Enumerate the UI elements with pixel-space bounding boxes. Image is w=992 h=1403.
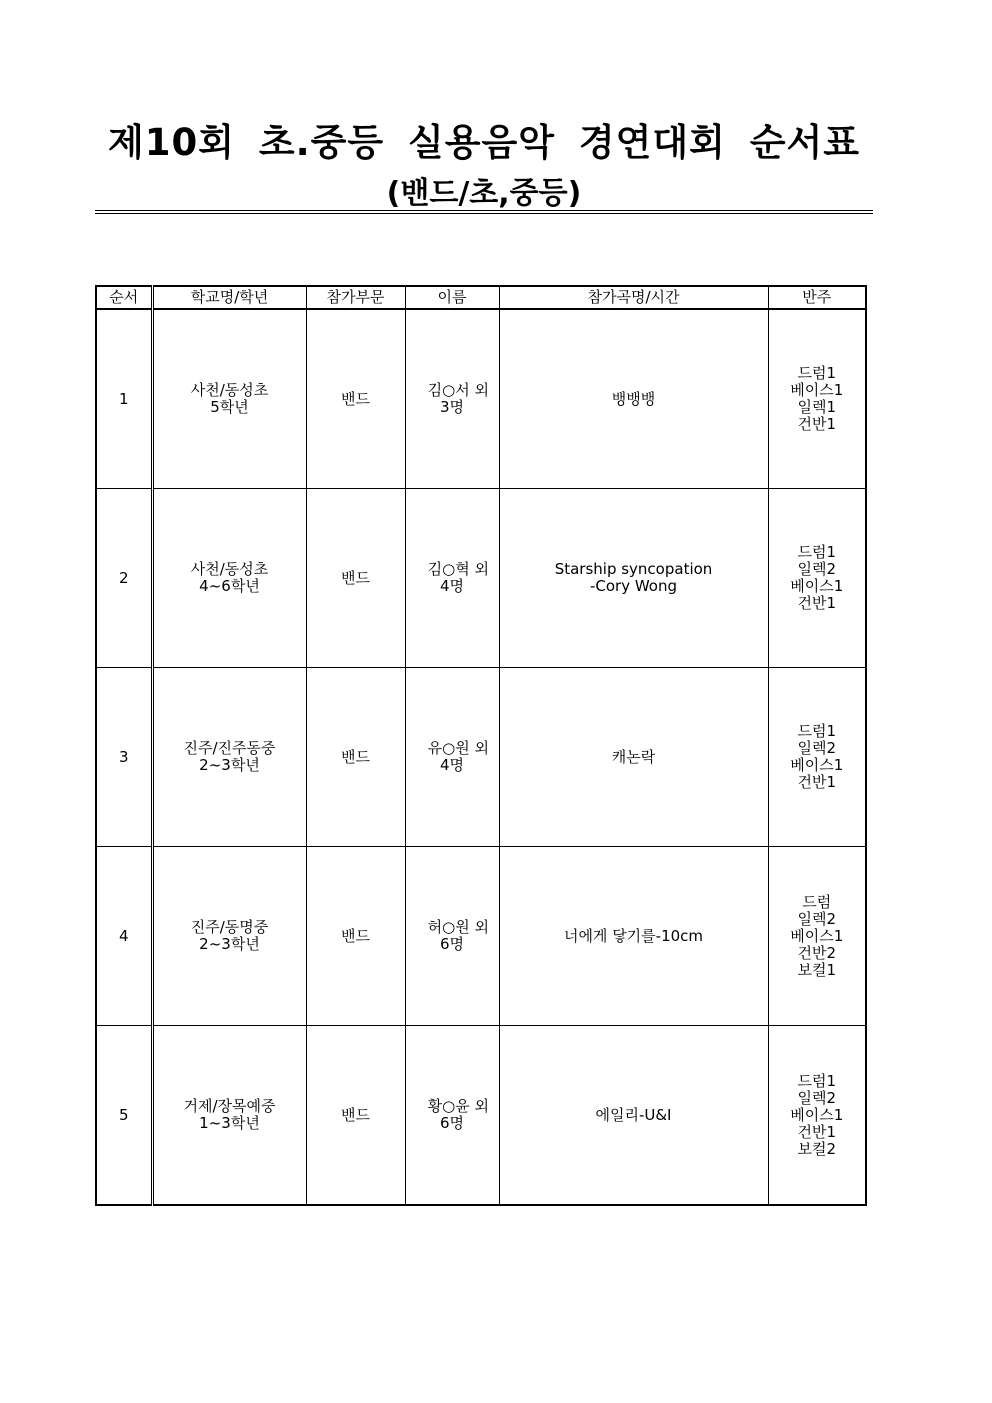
header-song: 참가곡명/시간 xyxy=(499,286,768,309)
accompaniment-list: 드럼1 일렉2 베이스1 건반1 보컬2 xyxy=(790,1071,844,1158)
order-cell: 5 xyxy=(96,1026,152,1206)
accompaniment-cell xyxy=(768,309,866,489)
school-cell xyxy=(152,489,306,668)
header-order: 순서 xyxy=(96,286,152,309)
accompaniment-cell xyxy=(768,847,866,1026)
name-cell xyxy=(405,1026,499,1206)
accompaniment-cell xyxy=(768,489,866,668)
accompaniment-list: 드럼 일렉2 베이스1 건반2 보컬1 xyxy=(790,892,844,979)
member-count: 6명 xyxy=(439,935,465,953)
song-cell xyxy=(499,668,768,847)
performance-order-table xyxy=(95,285,867,1206)
member-count: 6명 xyxy=(439,1114,465,1132)
order-cell: 4 xyxy=(96,847,152,1026)
school-cell xyxy=(152,668,306,847)
leader-name: 김○혁 외 xyxy=(427,560,489,578)
accompaniment-list: 드럼1 베이스1 일렉1 건반1 xyxy=(790,364,844,433)
table-row xyxy=(96,847,866,1026)
school-name: 거제/장목예중 xyxy=(183,1097,276,1115)
table-row xyxy=(96,309,866,489)
page-title: 제10회 초.중등 실용음악 경연대회 순서표 xyxy=(108,121,860,164)
order-cell: 3 xyxy=(96,668,152,847)
song-cell xyxy=(499,847,768,1026)
title-underline-top xyxy=(95,210,873,211)
table-row xyxy=(96,668,866,847)
category-cell: 밴드 xyxy=(306,1026,405,1206)
header-name: 이름 xyxy=(405,286,499,309)
grade: 1~3학년 xyxy=(199,1114,260,1132)
order-cell: 1 xyxy=(96,309,152,489)
song-title: 너에게 닿기를-10cm xyxy=(563,926,704,945)
grade: 2~3학년 xyxy=(199,756,260,774)
name-cell xyxy=(405,668,499,847)
accompaniment-cell xyxy=(768,1026,866,1206)
grade: 2~3학년 xyxy=(199,935,260,953)
table-header-row xyxy=(96,286,866,309)
song-title: Starship syncopation -Cory Wong xyxy=(554,560,713,595)
member-count: 4명 xyxy=(439,577,465,595)
category-cell: 밴드 xyxy=(306,847,405,1026)
table-row xyxy=(96,489,866,668)
accompaniment-cell xyxy=(768,668,866,847)
name-cell xyxy=(405,489,499,668)
song-cell xyxy=(499,489,768,668)
leader-name: 황○윤 외 xyxy=(427,1097,489,1115)
table-row xyxy=(96,1026,866,1206)
song-title: 캐논락 xyxy=(611,747,656,766)
order-cell: 2 xyxy=(96,489,152,668)
page-subtitle: (밴드/초,중등) xyxy=(386,176,582,211)
school-name: 진주/진주동중 xyxy=(183,739,276,757)
header-category: 참가부문 xyxy=(306,286,405,309)
grade: 5학년 xyxy=(210,398,249,416)
song-title: 뱅뱅뱅 xyxy=(611,389,656,408)
member-count: 4명 xyxy=(439,756,465,774)
song-title: 에일리-U&I xyxy=(595,1105,672,1124)
school-cell xyxy=(152,847,306,1026)
song-cell xyxy=(499,309,768,489)
header-accompaniment: 반주 xyxy=(768,286,866,309)
school-name: 사천/동성초 xyxy=(190,560,269,578)
school-name: 사천/동성초 xyxy=(190,381,269,399)
category-cell: 밴드 xyxy=(306,309,405,489)
leader-name: 허○원 외 xyxy=(427,918,489,936)
song-cell xyxy=(499,1026,768,1206)
header-school: 학교명/학년 xyxy=(152,286,306,309)
leader-name: 유○원 외 xyxy=(427,739,489,757)
school-cell xyxy=(152,309,306,489)
title-underline-bottom xyxy=(95,213,873,214)
grade: 4~6학년 xyxy=(199,577,260,595)
accompaniment-list: 드럼1 일렉2 베이스1 건반1 xyxy=(790,543,844,612)
leader-name: 김○서 외 xyxy=(427,381,489,399)
school-name: 진주/동명중 xyxy=(190,918,269,936)
name-cell xyxy=(405,847,499,1026)
accompaniment-list: 드럼1 일렉2 베이스1 건반1 xyxy=(790,722,844,791)
category-cell: 밴드 xyxy=(306,668,405,847)
school-cell xyxy=(152,1026,306,1206)
name-cell xyxy=(405,309,499,489)
category-cell: 밴드 xyxy=(306,489,405,668)
member-count: 3명 xyxy=(439,398,465,416)
